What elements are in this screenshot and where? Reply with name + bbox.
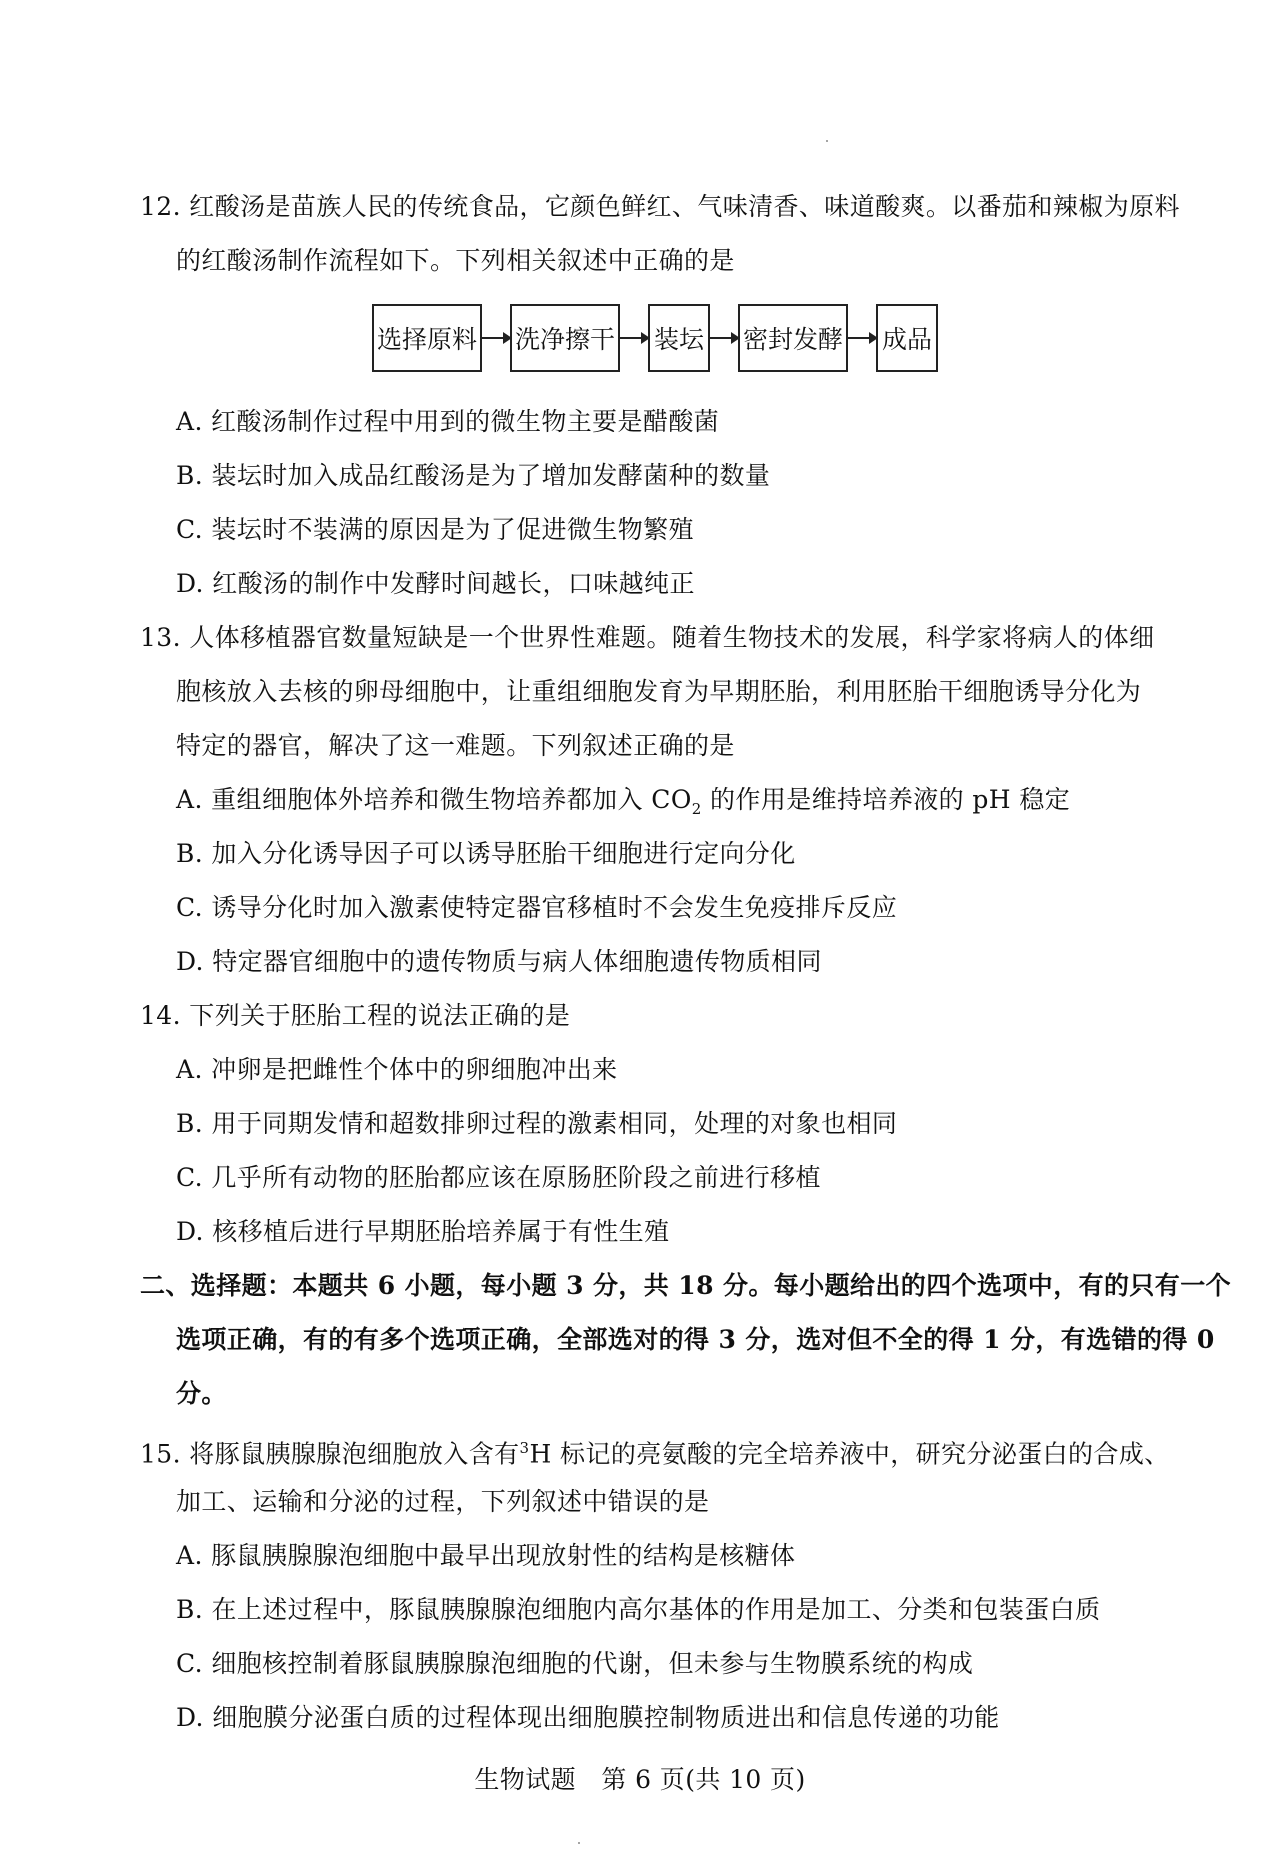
flow-arrow <box>848 337 876 339</box>
q15-option-b: B. 在上述过程中，豚鼠胰腺腺泡细胞内高尔基体的作用是加工、分类和包装蛋白质 <box>176 1595 1101 1624</box>
flow-step-select-materials: 选择原料 <box>372 304 482 372</box>
q12-stem-line1: 12. 红酸汤是苗族人民的传统食品，它颜色鲜红、气味清香、味道酸爽。以番茄和辣椒为原料 <box>140 192 1180 221</box>
flow-step-jar: 装坛 <box>648 304 710 372</box>
q13-option-a <box>176 783 1070 826</box>
q14-option-d: D. 核移植后进行早期胚胎培养属于有性生殖 <box>176 1217 670 1246</box>
q12-flowchart <box>372 302 938 374</box>
tritium-superscript: 3 <box>519 1439 530 1457</box>
flow-arrow <box>710 337 738 339</box>
section2-heading-line3: 分。 <box>176 1379 227 1408</box>
flow-step-wash-dry: 洗净擦干 <box>510 304 620 372</box>
q13-option-c: C. 诱导分化时加入激素使特定器官移植时不会发生免疫排斥反应 <box>176 893 898 922</box>
q14-option-c: C. 几乎所有动物的胚胎都应该在原肠胚阶段之前进行移植 <box>176 1163 821 1192</box>
flow-arrow <box>482 337 510 339</box>
q14-option-a: A. 冲卵是把雌性个体中的卵细胞冲出来 <box>176 1055 618 1084</box>
q13-option-d: D. 特定器官细胞中的遗传物质与病人体细胞遗传物质相同 <box>176 947 822 976</box>
q15-stem-line1 <box>140 1431 1170 1471</box>
scan-speck <box>578 1842 580 1844</box>
q15-stem-text-end: H 标记的亮氨酸的完全培养液中，研究分泌蛋白的合成、 <box>529 1439 1170 1469</box>
q13-option-a-text: A. 重组细胞体外培养和微生物培养都加入 CO <box>176 785 692 814</box>
scan-speck <box>826 140 828 142</box>
q15-option-d: D. 细胞膜分泌蛋白质的过程体现出细胞膜控制物质进出和信息传递的功能 <box>176 1703 1000 1732</box>
q13-stem-line1: 13. 人体移植器官数量短缺是一个世界性难题。随着生物技术的发展，科学家将病人的体细 <box>140 623 1155 652</box>
flow-step-seal-ferment: 密封发酵 <box>738 304 848 372</box>
q14-stem: 14. 下列关于胚胎工程的说法正确的是 <box>140 1001 571 1030</box>
q13-stem-line3: 特定的器官，解决了这一难题。下列叙述正确的是 <box>176 731 735 760</box>
q15-option-a: A. 豚鼠胰腺腺泡细胞中最早出现放射性的结构是核糖体 <box>176 1541 796 1570</box>
flow-arrow <box>620 337 648 339</box>
q13-stem-line2: 胞核放入去核的卵母细胞中，让重组细胞发育为早期胚胎，利用胚胎干细胞诱导分化为 <box>176 677 1142 706</box>
q15-stem-text: 15. 将豚鼠胰腺腺泡细胞放入含有 <box>140 1439 520 1469</box>
q15-option-c: C. 细胞核控制着豚鼠胰腺腺泡细胞的代谢，但未参与生物膜系统的构成 <box>176 1649 974 1678</box>
page-footer: 生物试题 第 6 页(共 10 页) <box>474 1765 806 1794</box>
q14-option-b: B. 用于同期发情和超数排卵过程的激素相同，处理的对象也相同 <box>176 1109 898 1138</box>
q12-option-d: D. 红酸汤的制作中发酵时间越长，口味越纯正 <box>176 569 695 598</box>
q13-option-a-text-end: 的作用是维持培养液的 pH 稳定 <box>701 785 1071 814</box>
q13-option-b: B. 加入分化诱导因子可以诱导胚胎干细胞进行定向分化 <box>176 839 796 868</box>
section2-heading-line1: 二、选择题：本题共 6 小题，每小题 3 分，共 18 分。每小题给出的四个选项中，有的只有一个 <box>140 1271 1232 1300</box>
q12-stem-line2: 的红酸汤制作流程如下。下列相关叙述中正确的是 <box>176 246 735 275</box>
section2-heading-line2: 选项正确，有的有多个选项正确，全部选对的得 3 分，选对但不全的得 1 分，有选错的得 0 <box>176 1325 1215 1354</box>
q12-option-b: B. 装坛时加入成品红酸汤是为了增加发酵菌种的数量 <box>176 461 771 490</box>
flow-step-product: 成品 <box>876 304 938 372</box>
q15-stem-line2: 加工、运输和分泌的过程，下列叙述中错误的是 <box>176 1487 710 1516</box>
co2-subscript: 2 <box>691 800 702 818</box>
q12-option-c: C. 装坛时不装满的原因是为了促进微生物繁殖 <box>176 515 694 544</box>
q12-option-a: A. 红酸汤制作过程中用到的微生物主要是醋酸菌 <box>176 407 720 436</box>
